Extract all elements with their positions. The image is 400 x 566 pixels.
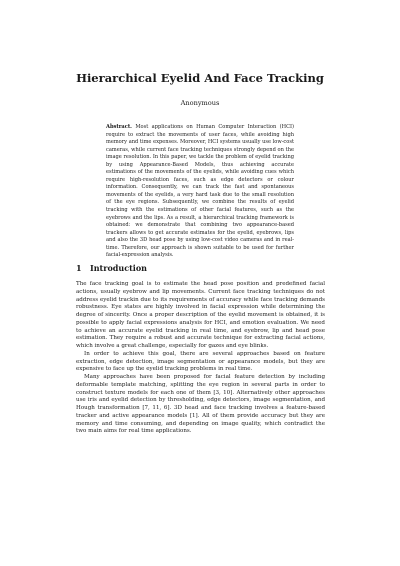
section-number: 1: [76, 263, 82, 273]
section-title: Introduction: [90, 263, 147, 273]
section-body: [76, 281, 325, 553]
paper-author: Anonymous: [180, 99, 220, 107]
body-paragraph-2: In order to achieve this goal, there are several approaches based on feature extraction, edge detection, image segmentation or appearance models, but they are expensive to face up the eyelid tracking problems in real time.: [76, 350, 325, 373]
paper-title: Hierarchical Eyelid And Face Tracking: [76, 71, 324, 85]
abstract-block: [106, 124, 294, 260]
abstract-text: Most applications on Human Computer Interaction (HCI) require to extract the movements of user faces, while avoiding high memory and time expenses. Moreover, HCI systems usually use low-cost cameras, while current face tracking techniques strongly depend on the image resolution. In this paper, we tackle the problem of eyelid tracking by using Appearance-Based Models, thus achieving accurate estimations of the movements of the eyelids, while avoiding cues which require high-resolution faces, such as edge detectors or colour information. Consequently, we can track the fast and spontaneous movements of the eyelids, a very hard task due to the small resolution of the eye regions. Subsequently, we combine the results of eyelid tracking with the estimations of other facial features, such as the eyebrows and the lips. As a result, a hierarchical tracking framework is obtained: we demonstrate that combining two appearance-based trackers allows to get accurate estimates for the eyelid, eyebrows, lips and also the 3D head pose by using low-cost video cameras and in real-time. Therefore, our approach is shown suitable to be used for further facial-expression analysis.: [106, 124, 294, 259]
abstract-label: Abstract.: [106, 124, 132, 130]
body-paragraph-3: Many approaches have been proposed for facial feature detection by including deformable template matching, splitting the eye region in several parts in order to construct texture models for each one of them [3, 10]. Alternatively other approaches use iris and eyelid detection by thresholding, edge detectors, image segmentation, and Hough transformation [7, 11, 6]. 3D head and face tracking involves a feature-based tracker and active appearance models [1]. All of them provide accuracy but they are memory and time consuming, and depending on image quality, which contradict the two main aims for real time applications.: [76, 374, 325, 435]
section-heading: [76, 263, 326, 273]
body-paragraph-1: The face tracking goal is to estimate the head pose position and predefined facial actions, usually eyebrow and lip movements. Current face tracking techniques do not address eyelid trackin due to its requirements of accuracy while face tracking demands robustness. Eye states are highly involved in facial expression while determining the degree of sincerity. Once a proper description of the eyelid movement is obtained, it is possible to apply facial expressions analysis for HCI, and emotion evaluation. We need to achieve an accurate eyelid tracking in real time, and eyebrow, lip and head pose estimation. They require a robust and accurate technique for extracting facial actions, which involve a great challenge, especially for gazes and eye blinks.: [76, 281, 325, 349]
